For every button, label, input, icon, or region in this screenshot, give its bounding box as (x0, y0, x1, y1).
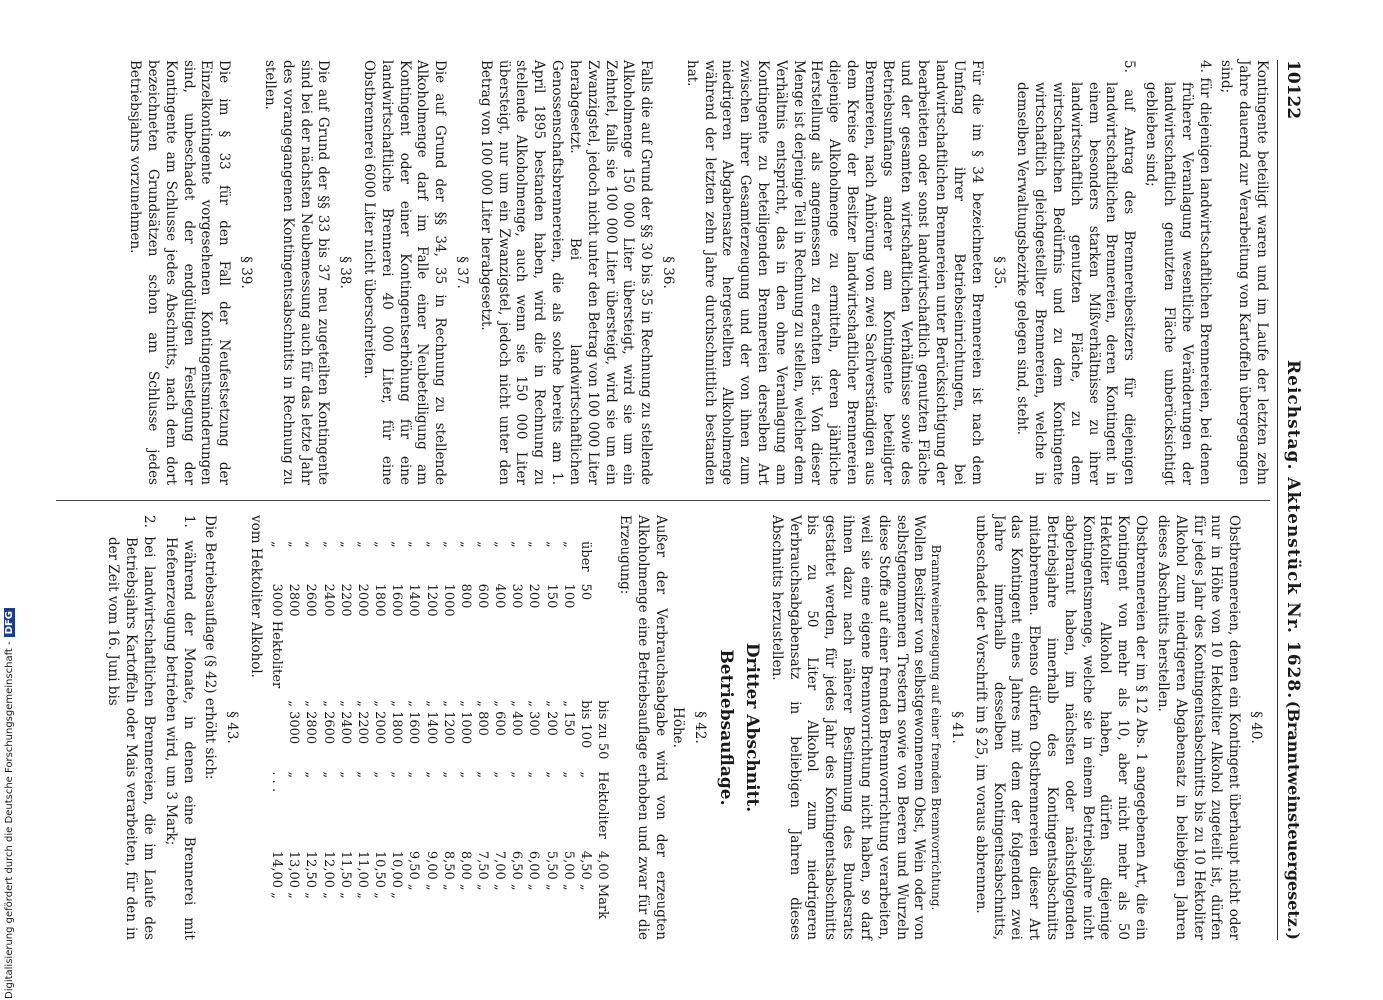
table-row (371, 535, 388, 925)
table-cell-prefix: über (577, 541, 593, 572)
table-cell-rate: 10,00 „ (389, 850, 405, 899)
table-cell-prefix: „ (440, 541, 456, 548)
table-cell-unit: . . . (269, 771, 285, 793)
table-row (405, 535, 422, 925)
table-cell-unit: „ (543, 771, 559, 779)
table-cell-rate: 8,50 „ (440, 850, 456, 891)
table-cell-to: bis zu 50 (595, 700, 611, 760)
section-heading: § 35. (990, 256, 1007, 289)
table-cell-to: „ 300 (526, 700, 542, 736)
table-cell-from: 1800 (372, 583, 388, 617)
table-cell-rate: 7,50 „ (475, 850, 491, 891)
paragraph: Außer der Verbrauchsabgabe wird von der erzeugten Alkoholmenge eine Betriebsauflage erhoben und zwar für die Erzeugung: (616, 515, 669, 940)
table-row (508, 535, 525, 925)
table-cell-prefix: „ (389, 541, 405, 548)
table-row (491, 535, 508, 925)
table-row (440, 535, 457, 925)
table-cell-from: 400 (492, 583, 508, 609)
table-row (388, 535, 405, 925)
table-cell-from: 3000 Hektoliter (269, 583, 285, 689)
table-cell-from: 200 (526, 583, 542, 609)
table-cell-unit: „ (372, 771, 388, 779)
table-cell-rate: 14,00 „ (269, 850, 285, 899)
table-cell-rate: 10,50 „ (372, 850, 388, 899)
page-subtitle: (Branntweinsteuergesetz.) (1284, 700, 1303, 940)
table-cell-prefix: „ (543, 541, 559, 548)
table-cell-unit: „ (354, 771, 370, 779)
table-row (542, 535, 559, 925)
funding-text: Digitalisierung gefördert durch die Deutsche Forschungsgemeinschaft - (4, 641, 15, 999)
section-heading: § 43. (224, 711, 241, 744)
table-cell-to: „ 200 (543, 700, 559, 736)
paragraph: vom Hektoliter Alkohol. (247, 515, 264, 678)
table-cell-prefix: „ (457, 541, 473, 548)
table-cell-prefix: „ (423, 541, 439, 548)
table-cell-to: „ 2600 (320, 700, 336, 745)
table-cell-to: „ 2000 (372, 700, 388, 745)
table-cell-to: „ 150 (560, 700, 576, 736)
table-cell-prefix: „ (337, 541, 353, 548)
paragraph: Wollen Besitzer von selbstgewonnenem Obst, Wein oder von selbstgenommenen Trestern sowie von Beeren und Wurzeln diese Stoffe auf einer fremden Brennvorrichtung verarbeiten, weil sie eine eigene Brennvorrichtung nicht haben, so darf ihnen dazu nach näherer Bestimmung des Bundesrats gestattet werden, für jedes Jahr des Kontingentsabschnitts bis zu 50 Liter Alkohol zum niedrigeren Verbrauchsabgabensatz in beliebigen Jahren dieses Abschnitts herzustellen. (768, 515, 928, 940)
table-cell-rate: 8,00 „ (457, 850, 473, 891)
table-cell-rate: 12,50 „ (303, 850, 319, 899)
table-cell-to: bis 100 (577, 700, 593, 749)
section-heading: § 42. (692, 711, 709, 744)
table-cell-unit: „ (337, 771, 353, 779)
table-cell-unit: „ (286, 771, 302, 779)
table-cell-prefix: „ (303, 541, 319, 548)
table-row (525, 535, 542, 925)
table-cell-from: 1000 (440, 583, 456, 617)
table-cell-from: 300 (509, 583, 525, 609)
paragraph: Die Betriebsauflage (§ 42) erhöht sich: (202, 515, 219, 780)
table-cell-unit: „ (577, 771, 593, 779)
table-row (594, 535, 611, 925)
table-cell-rate: 12,00 „ (320, 850, 336, 899)
right-column (56, 515, 1270, 940)
list-item: 2. bei landwirtschaftlichen Brennereien, die im Laufe des Betriebsjahrs Kartoffeln oder Mais verarbeiten, für den in der Zeit vom 16. Juni bis (105, 515, 157, 940)
table-cell-prefix: „ (406, 541, 422, 548)
table-row (268, 535, 285, 925)
table-row (285, 535, 302, 925)
table-cell-from: 100 (560, 583, 576, 609)
table-cell-prefix: „ (320, 541, 336, 548)
table-cell-from: 600 (475, 583, 491, 609)
section-subheading: Höhe. (670, 707, 687, 748)
table-cell-rate: 6,00 „ (526, 850, 542, 891)
table-row (577, 535, 594, 925)
table-cell-unit: Hektoliter (595, 771, 611, 839)
table-cell-from: 1200 (423, 583, 439, 617)
table-cell-unit: „ (320, 771, 336, 779)
table-cell-to (268, 694, 285, 765)
dfg-logo: DFG (4, 608, 15, 637)
page-number: 10122 (1283, 60, 1303, 120)
table-cell-rate: 4,50 „ (577, 850, 593, 891)
table-cell-from: 800 (457, 583, 473, 609)
table-cell-rate: 5,50 „ (543, 850, 559, 891)
part-subtitle: Betriebsauflage. (715, 649, 736, 806)
table-row (474, 535, 491, 925)
table-cell-prefix: „ (475, 541, 491, 548)
table-cell-prefix: „ (526, 541, 542, 548)
table-cell-to: „ 1600 (406, 700, 422, 745)
section-heading: § 36. (660, 256, 676, 289)
paragraph: Kontingente beteiligt waren und im Laufe der letzten zehn Jahre dauernd zur Verarbeitung von Kartoffeln übergegangen sind; (1218, 60, 1270, 485)
table-cell-prefix (594, 535, 611, 578)
funding-note (4, 608, 15, 999)
table-cell-to: „ 1200 (440, 700, 456, 745)
table-cell-prefix: „ (560, 541, 576, 548)
table-cell-to: „ 400 (509, 700, 525, 736)
section-heading: § 38. (337, 256, 354, 289)
paragraph: Für die im § 34 bezeichneten Brennereien ist nach dem Umfang ihrer Betriebseinrichtungen, bei landwirtschaftlichen Brennereien unter Berücksichtigung der bearbeiteten oder sonst landwirtschaftlich genutzten Fläche und der gesamten wirtschaftlichen Verhältnisse sowie des Betriebsumfangs anderer am Kontingente beteiligter Brennereien, nach Anhörung von zwei Sachverständigen aus dem Kreise der Besitzer landwirtschaftlicher Brennereien diejenige Alkoholmenge zu ermitteln, deren jährliche Herstellung als angemessen zu erachten ist. Von dieser Menge ist derjenige Teil in Rechnung zu stellen, welcher dem Verhältnis entspricht, das in den ohne Veranlagung am Kontingente zu beteiligenden Brennereien derselben Art zwischen ihrer Gesamterzeugung und der von ihnen zum niedrigeren Abgabensatze hergestellten Alkoholmenge während der letzten zehn Jahre durchschnittlich bestanden hat. (683, 60, 985, 485)
table-cell-rate: 6,50 „ (509, 850, 525, 891)
table-cell-unit: „ (389, 771, 405, 779)
table-cell-unit: „ (560, 771, 576, 779)
table-cell-rate: 13,00 „ (286, 850, 302, 899)
table-cell-rate: 11,50 „ (337, 850, 353, 899)
section-subheading: Branntweinerzeugung auf einer fremden Brennvorrichtung. (929, 544, 944, 911)
table-cell-unit: „ (526, 771, 542, 779)
rate-table (268, 535, 611, 925)
table-row (457, 535, 474, 925)
table-cell-from: 2800 (286, 583, 302, 617)
table-cell-unit: „ (406, 771, 422, 779)
table-cell-from (594, 578, 611, 695)
table-row (319, 535, 336, 925)
table-cell-prefix: „ (492, 541, 508, 548)
list-item: 1. während der Monate, in denen eine Brennerei mit Hefenerzeugung betrieben wird, um 3 Mark; (162, 515, 197, 940)
table-row (422, 535, 439, 925)
table-row (560, 535, 577, 925)
table-cell-unit: „ (457, 771, 473, 779)
section-heading: § 39. (238, 256, 255, 289)
table-cell-to: „ 2800 (303, 700, 319, 745)
table-cell-to: „ 1400 (423, 700, 439, 745)
paragraph: Die im § 33 für den Fall der Neufestsetzung der Einzelkontingente vorgesehenen Kontingentsminderungen sind, unbeschadet der endgültigen Festlegung der Kontingente am Schlusse jedes Abschnitts, nach dem dort bezeichneten Grundsätzen schon am Schlusse jedes Betriebsjahrs vorzunehmen. (127, 60, 233, 485)
table-cell-from: 1600 (389, 583, 405, 617)
table-cell-from: 1400 (406, 583, 422, 617)
left-column (56, 60, 1270, 485)
table-row (337, 535, 354, 925)
table-cell-unit: „ (440, 771, 456, 779)
table-cell-to: „ 1800 (389, 700, 405, 745)
table-cell-prefix: „ (509, 541, 525, 548)
section-heading: § 41. (949, 711, 965, 744)
paragraph: Obstbrennereien, denen ein Kontingent überhaupt nicht oder nur in Höhe von 10 Hektoliter Alkohol zugeteilt ist, dürfen für jedes Jahr des Kontingentsabschnitts bis zu 10 Hektoliter Alkohol zum niedrigeren Abgabensatz in beliebigen Jahren dieses Abschnitts herstellen. (1154, 515, 1243, 940)
text-columns (56, 60, 1270, 940)
table-cell-prefix: „ (372, 541, 388, 548)
table-cell-rate: 9,00 „ (423, 850, 439, 891)
table-row (354, 535, 371, 925)
table-cell-prefix: „ (286, 541, 302, 548)
section-heading: § 40. (1248, 711, 1264, 744)
table-cell-rate: 11,00 „ (354, 850, 370, 899)
table-cell-to: „ 1000 (457, 700, 473, 745)
table-cell-rate: 9,50 „ (406, 850, 422, 891)
table-cell-from: 2400 (320, 583, 336, 617)
table-row (302, 535, 319, 925)
table-cell-to: „ 800 (475, 700, 491, 736)
table-cell-unit: „ (492, 771, 508, 779)
table-cell-rate: 5,00 „ (560, 850, 576, 891)
table-cell-rate: 4,00 Mark (595, 850, 611, 920)
paragraph: Die auf Grund der §§ 34, 35 in Rechnung zu stellende Alkoholmenge darf im Falle einer Neubeteiligung am Kontingent oder einer Kontingentserhöhung für eine landwirtschaftliche Brennerei 40 000 Liter, für eine Obstbrennerei 6000 Liter nicht überschreiten. (361, 60, 449, 485)
section-heading: § 37. (454, 256, 471, 289)
paragraph: Die auf Grund der §§ 33 bis 37 neu zugeteilten Kontingente sind bei der nächsten Neubemessung auch für das letzte Jahr des vorangegangenen Kontingentsabschnitts in Rechnung zu stellen. (261, 60, 332, 485)
list-item: 4. für diejenigen landwirtschaftlichen Brennereien, bei denen früherer Veranlagung wesentliche Veränderungen der landwirtschaftlich genutzten Fläche unberücksichtigt geblieben sind; (1143, 60, 1213, 485)
table-cell-to: „ 3000 (286, 700, 302, 745)
table-cell-to: „ 600 (492, 700, 508, 736)
page-header (1277, 60, 1306, 940)
table-cell-unit: „ (475, 771, 491, 779)
table-cell-unit: „ (423, 771, 439, 779)
paragraph: Falls die auf Grund der §§ 30 bis 35 in Rechnung zu stellende Alkoholmenge 150 000 Liter übersteigt, wird sie um ein Zehntel, falls sie 100 000 Liter übersteigt, wird sie um ein Zwanzigstel, jedoch nicht unter den Betrag von 100 000 Liter herabgesetzt. Bei landwirtschaftlichen Genossenschaftsbrennereien, die als solche bereits am 1. April 1895 bestanden haben, wird die in Rechnung zu stellende Alkoholmenge, auch wenn sie 150 000 Liter übersteigt, nur um ein Zwanzigstel, jedoch nicht unter den Betrag von 100 000 Liter herabgesetzt. (477, 60, 655, 485)
column-divider (56, 500, 1270, 501)
table-cell-prefix: „ (269, 541, 285, 548)
paragraph: Obstbrennereien der im § 12 Abs. 1 angegebenen Art, die ein Kontingent von mehr als 10, aber nicht mehr als 50 Hektoliter Alkohol haben, dürfen diejenige Kontingentsmenge, welche sie in einem Betriebsjahre nicht abgebrannt haben, im nächsten oder nächstfolgenden Betriebsjahre innerhalb des Kontingentsabschnitts mitabbrennen. Ebenso dürfen Obstbrennereien dieser Art das Kontingent eines Jahres mit dem der folgenden zwei Jahre innerhalb desselben Kontingentsabschnitts, unbeschadet der Vorschrift im § 25, im voraus abbrennen. (972, 515, 1150, 940)
table-cell-to: „ 2400 (337, 700, 353, 745)
page-title: Reichstag. Aktenstück Nr. 1628. (1283, 360, 1303, 700)
table-cell-rate: 7,00 „ (492, 850, 508, 891)
table-cell-from: 50 (577, 583, 593, 601)
table-cell-to: „ 2200 (354, 700, 370, 745)
document-page (56, 60, 1306, 940)
table-cell-from: 150 (543, 583, 559, 609)
list-item: 5. auf Antrag des Brennereibesitzers für diejenigen landwirtschaftlichen Brennereien, deren Kontingent in einem besonders starken Mißverhältnisse zu ihrer landwirtschaftlich genutzten Fläche, zu dem wirtschaftlichen Bedürfnis und zu dem Kontingente wirtschaftlich gleichgestellter Brennereien, welche in demselben Verwaltungsbezirke gelegen sind, steht. (1014, 60, 1138, 485)
table-cell-prefix: „ (354, 541, 370, 548)
table-cell-from: 2000 (354, 583, 370, 617)
table-cell-unit: „ (303, 771, 319, 779)
part-title: Dritter Abschnitt. (742, 642, 763, 813)
table-cell-from: 2200 (337, 583, 353, 617)
table-cell-from: 2600 (303, 583, 319, 617)
table-cell-unit: „ (509, 771, 525, 779)
